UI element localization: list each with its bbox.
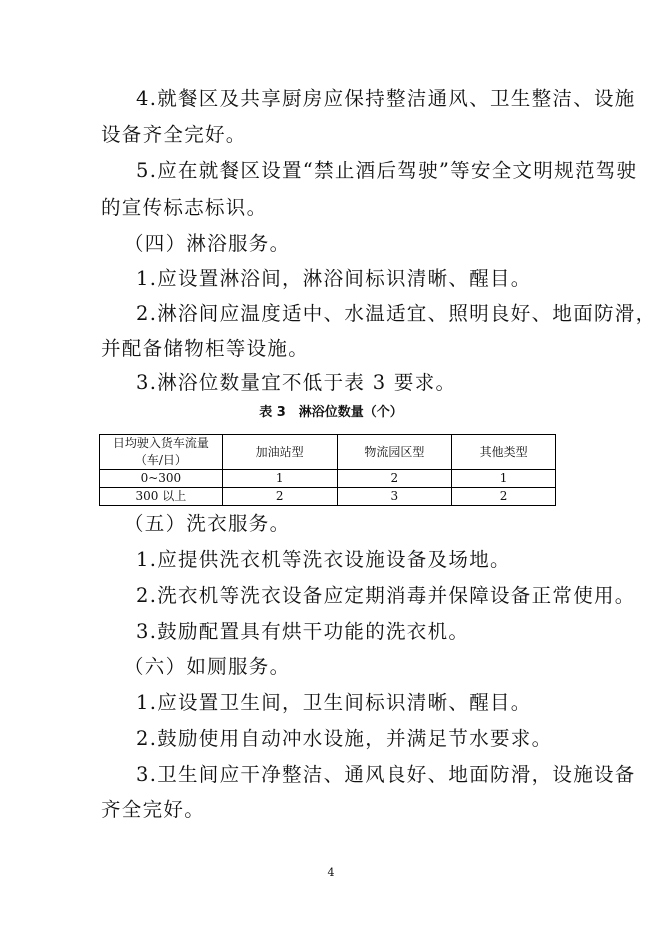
section-6-heading: （六）如厕服务。 <box>124 655 291 678</box>
cell-gas-station: 2 <box>222 488 337 506</box>
section-5-heading: （五）洗衣服务。 <box>124 512 291 535</box>
cell-logistics-park: 3 <box>337 488 452 506</box>
header-logistics-park-type: 物流园区型 <box>337 435 452 470</box>
cell-other: 2 <box>452 488 556 506</box>
section-4-item-1: 1.应设置淋浴间，淋浴间标识清晰、醒目。 <box>136 267 532 290</box>
section-5-item-2: 2.洗衣机等洗衣设备应定期消毒并保障设备正常使用。 <box>136 584 636 607</box>
section-6-item-2: 2.鼓励使用自动冲水设施，并满足节水要求。 <box>136 727 553 750</box>
paragraph-4-line-2: 设备齐全完好。 <box>101 123 247 146</box>
section-4-item-3: 3.淋浴位数量宜不低于表 3 要求。 <box>136 371 457 394</box>
cell-range: 0~300 <box>100 470 223 488</box>
page-number: 4 <box>327 866 335 879</box>
table-row <box>100 488 556 506</box>
section-5-item-3: 3.鼓励配置具有烘干功能的洗衣机。 <box>136 620 470 643</box>
header-daily-truck-flow-line-2: （车/日） <box>134 453 187 467</box>
table-header-row <box>100 435 556 470</box>
header-daily-truck-flow-line-1: 日均驶入货车流量 <box>112 436 209 450</box>
table-3-caption: 表 3 淋浴位数量（个） <box>259 405 403 420</box>
section-4-heading: （四）淋浴服务。 <box>124 232 291 255</box>
cell-gas-station: 1 <box>222 470 337 488</box>
section-6-item-3-line-1: 3.卫生间应干净整洁、通风良好、地面防滑，设施设备 <box>136 763 636 786</box>
header-daily-truck-flow <box>100 435 223 470</box>
section-4-item-2-line-2: 并配备储物柜等设施。 <box>101 337 310 360</box>
cell-range: 300 以上 <box>100 488 223 506</box>
paragraph-4-line-1: 4.就餐区及共享厨房应保持整洁通风、卫生整洁、设施 <box>136 87 636 110</box>
paragraph-5-line-2: 的宣传标志标识。 <box>101 196 268 219</box>
cell-logistics-park: 2 <box>337 470 452 488</box>
section-5-item-1: 1.应提供洗衣机等洗衣设施设备及场地。 <box>136 548 511 571</box>
section-6-item-3-line-2: 齐全完好。 <box>101 798 206 821</box>
header-other-type: 其他类型 <box>452 435 556 470</box>
cell-other: 1 <box>452 470 556 488</box>
paragraph-5-line-1: 5.应在就餐区设置“禁止酒后驾驶”等安全文明规范驾驶 <box>136 159 638 182</box>
table-row <box>100 470 556 488</box>
header-gas-station-type: 加油站型 <box>222 435 337 470</box>
table-3-shower-count <box>99 434 556 506</box>
section-6-item-1: 1.应设置卫生间，卫生间标识清晰、醒目。 <box>136 691 532 714</box>
section-4-item-2-line-1: 2.淋浴间应温度适中、水温适宜、照明良好、地面防滑， <box>136 302 657 325</box>
